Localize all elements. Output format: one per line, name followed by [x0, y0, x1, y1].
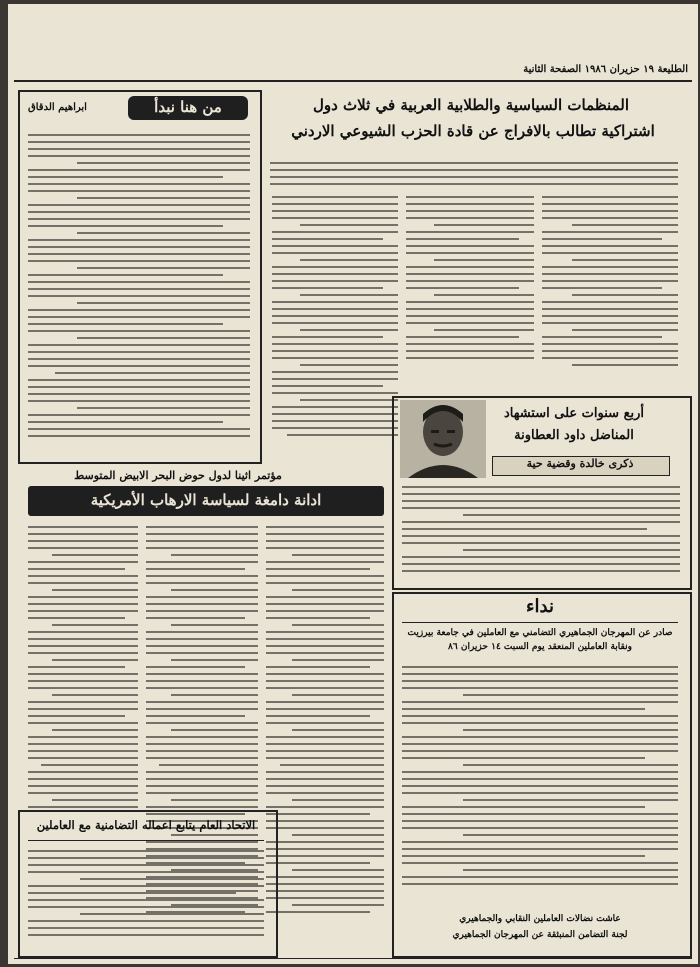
anniversary-headline-line1: أربع سنوات على استشهاد [503, 406, 645, 421]
appeal-signature-line1: عاشت نضالات العاملين النقابي والجماهيري [459, 914, 621, 924]
athens-col1 [28, 526, 138, 813]
anniversary-subhead: ذكرى خالدة وقضية حية [526, 457, 634, 470]
appeal-subtitle-line2: ونقابة العاملين المنعقد يوم السبت ١٤ حزيران ٨٦ [448, 642, 632, 652]
appeal-title-rule [402, 622, 678, 623]
top-article-col3 [542, 196, 678, 371]
column-author: ابراهيم الدقاق [28, 102, 87, 113]
top-headline-line2: اشتراكية تطالب بالافراج عن قادة الحزب الشيوعي الاردني [291, 122, 655, 140]
union-headline: الاتحاد العام يتابع اعماله التضامنية مع العاملين [36, 818, 256, 832]
page-bottom-rule [14, 958, 692, 959]
union-headline-rule [28, 840, 264, 841]
anniversary-headline-line2: المناضل داود العطاونة [514, 428, 634, 443]
athens-col3 [266, 526, 384, 918]
top-article-col1 [272, 196, 398, 441]
athens-kicker: مؤتمر اثينا لدول حوض البحر الابيض المتوسط [74, 469, 282, 482]
anniversary-body-text [402, 486, 680, 577]
union-body-text [28, 850, 264, 941]
top-article-col2 [406, 196, 534, 364]
top-article-intro [270, 162, 678, 190]
header-rule [14, 80, 692, 82]
appeal-subtitle-line1: صادر عن المهرجان الجماهيري التضامني مع العاملين في جامعة بيرزيت [407, 628, 673, 638]
appeal-signature-line2: لجنة التضامن المنبثقة عن المهرجان الجماهيري [452, 930, 628, 940]
column-body-text [28, 134, 250, 442]
page-header: الطليعة ١٩ حزيران ١٩٨٦ الصفحة الثانية [523, 64, 688, 75]
column-title: من هنا نبدأ [154, 98, 222, 116]
top-headline-line1: المنظمات السياسية والطلابية العربية في ثلاث دول [312, 96, 629, 114]
newspaper-page [8, 4, 698, 964]
appeal-body-text [402, 666, 678, 890]
appeal-title: نداء [526, 596, 554, 617]
athens-headline: ادانة دامغة لسياسة الارهاب الأمريكية [90, 491, 322, 509]
